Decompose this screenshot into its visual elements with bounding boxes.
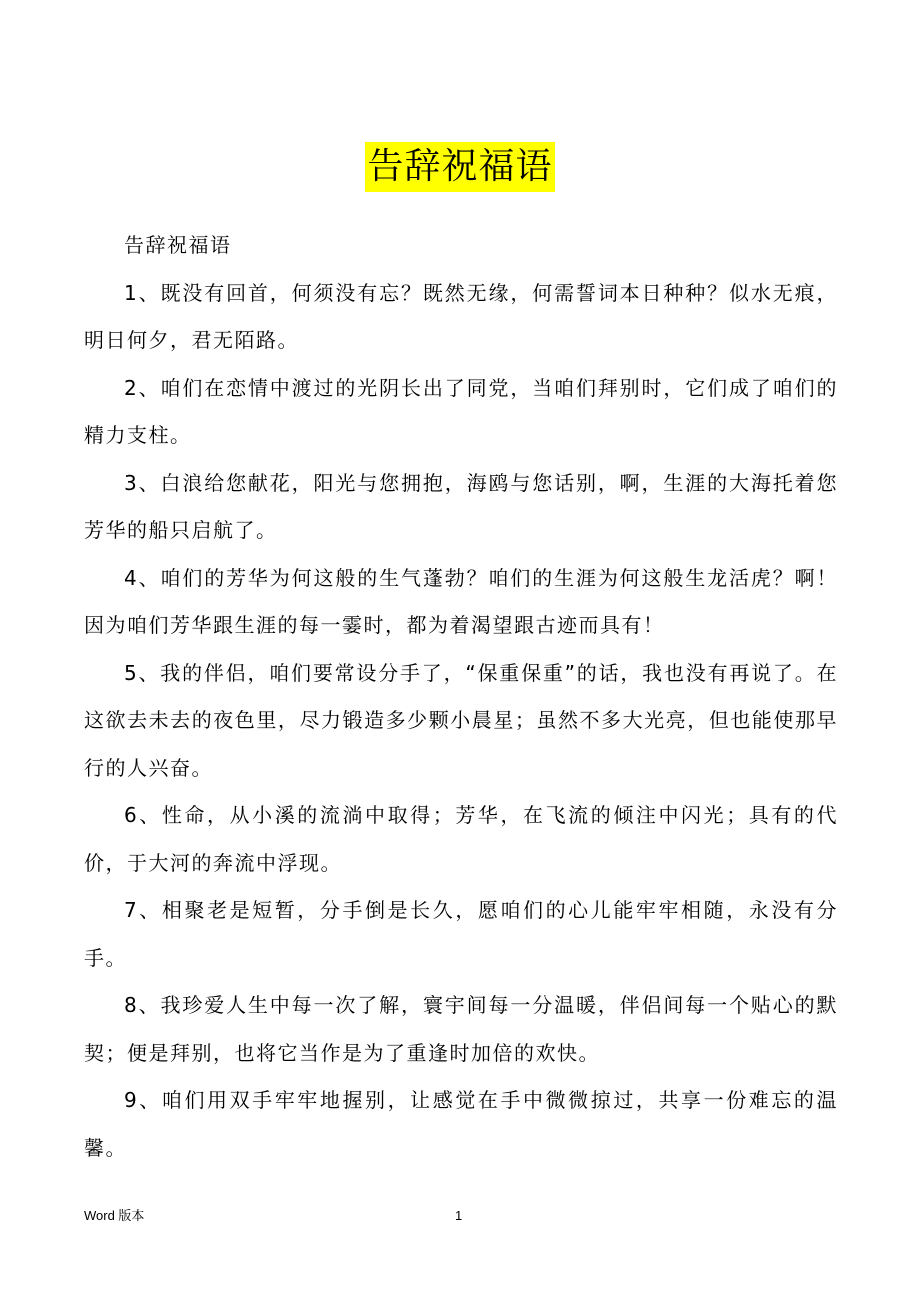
page-number: 1	[455, 1208, 463, 1223]
paragraph-5: 5、我的伴侣，咱们要常设分手了，“保重保重”的话，我也没有再说了。在这欲去未去的夜色里，尽力锻造多少颗小晨星；虽然不多大光亮，但也能使那早行的人兴奋。	[84, 660, 838, 780]
paragraph-9: 9、咱们用双手牢牢地握别，让感觉在手中微微掠过，共享一份难忘的温馨。	[84, 1088, 838, 1160]
footer-label: Word 版本	[84, 1208, 145, 1223]
paragraph-7: 7、相聚老是短暂，分手倒是长久，愿咱们的心儿能牢牢相随，永没有分手。	[84, 898, 838, 970]
paragraph-3: 3、白浪给您献花，阳光与您拥抱，海鸥与您话别，啊，生涯的大海托着您芳华的船只启航了。	[84, 470, 838, 542]
paragraph-subtitle: 告辞祝福语	[124, 233, 232, 257]
paragraph-4: 4、咱们的芳华为何这般的生气蓬勃？咱们的生涯为何这般生龙活虎？啊！因为咱们芳华跟生涯的每一霎时，都为着渴望跟古迹而具有！	[84, 565, 838, 637]
document-title: 告辞祝福语	[365, 142, 554, 192]
paragraph-8: 8、我珍爱人生中每一次了解，寰宇间每一分温暖，伴侣间每一个贴心的默契；便是拜别，也将它当作是为了重逢时加倍的欢快。	[84, 993, 838, 1065]
paragraph-1: 1、既没有回首，何须没有忘？既然无缘，何需誓词本日种种？似水无痕，明日何夕，君无陌路。	[84, 280, 838, 352]
document-body	[84, 222, 838, 1172]
title-container	[0, 142, 920, 192]
paragraph-6: 6、性命，从小溪的流淌中取得；芳华，在飞流的倾注中闪光；具有的代价，于大河的奔流中浮现。	[84, 803, 838, 875]
paragraph-2: 2、咱们在恋情中渡过的光阴长出了同党，当咱们拜别时，它们成了咱们的精力支柱。	[84, 375, 838, 447]
